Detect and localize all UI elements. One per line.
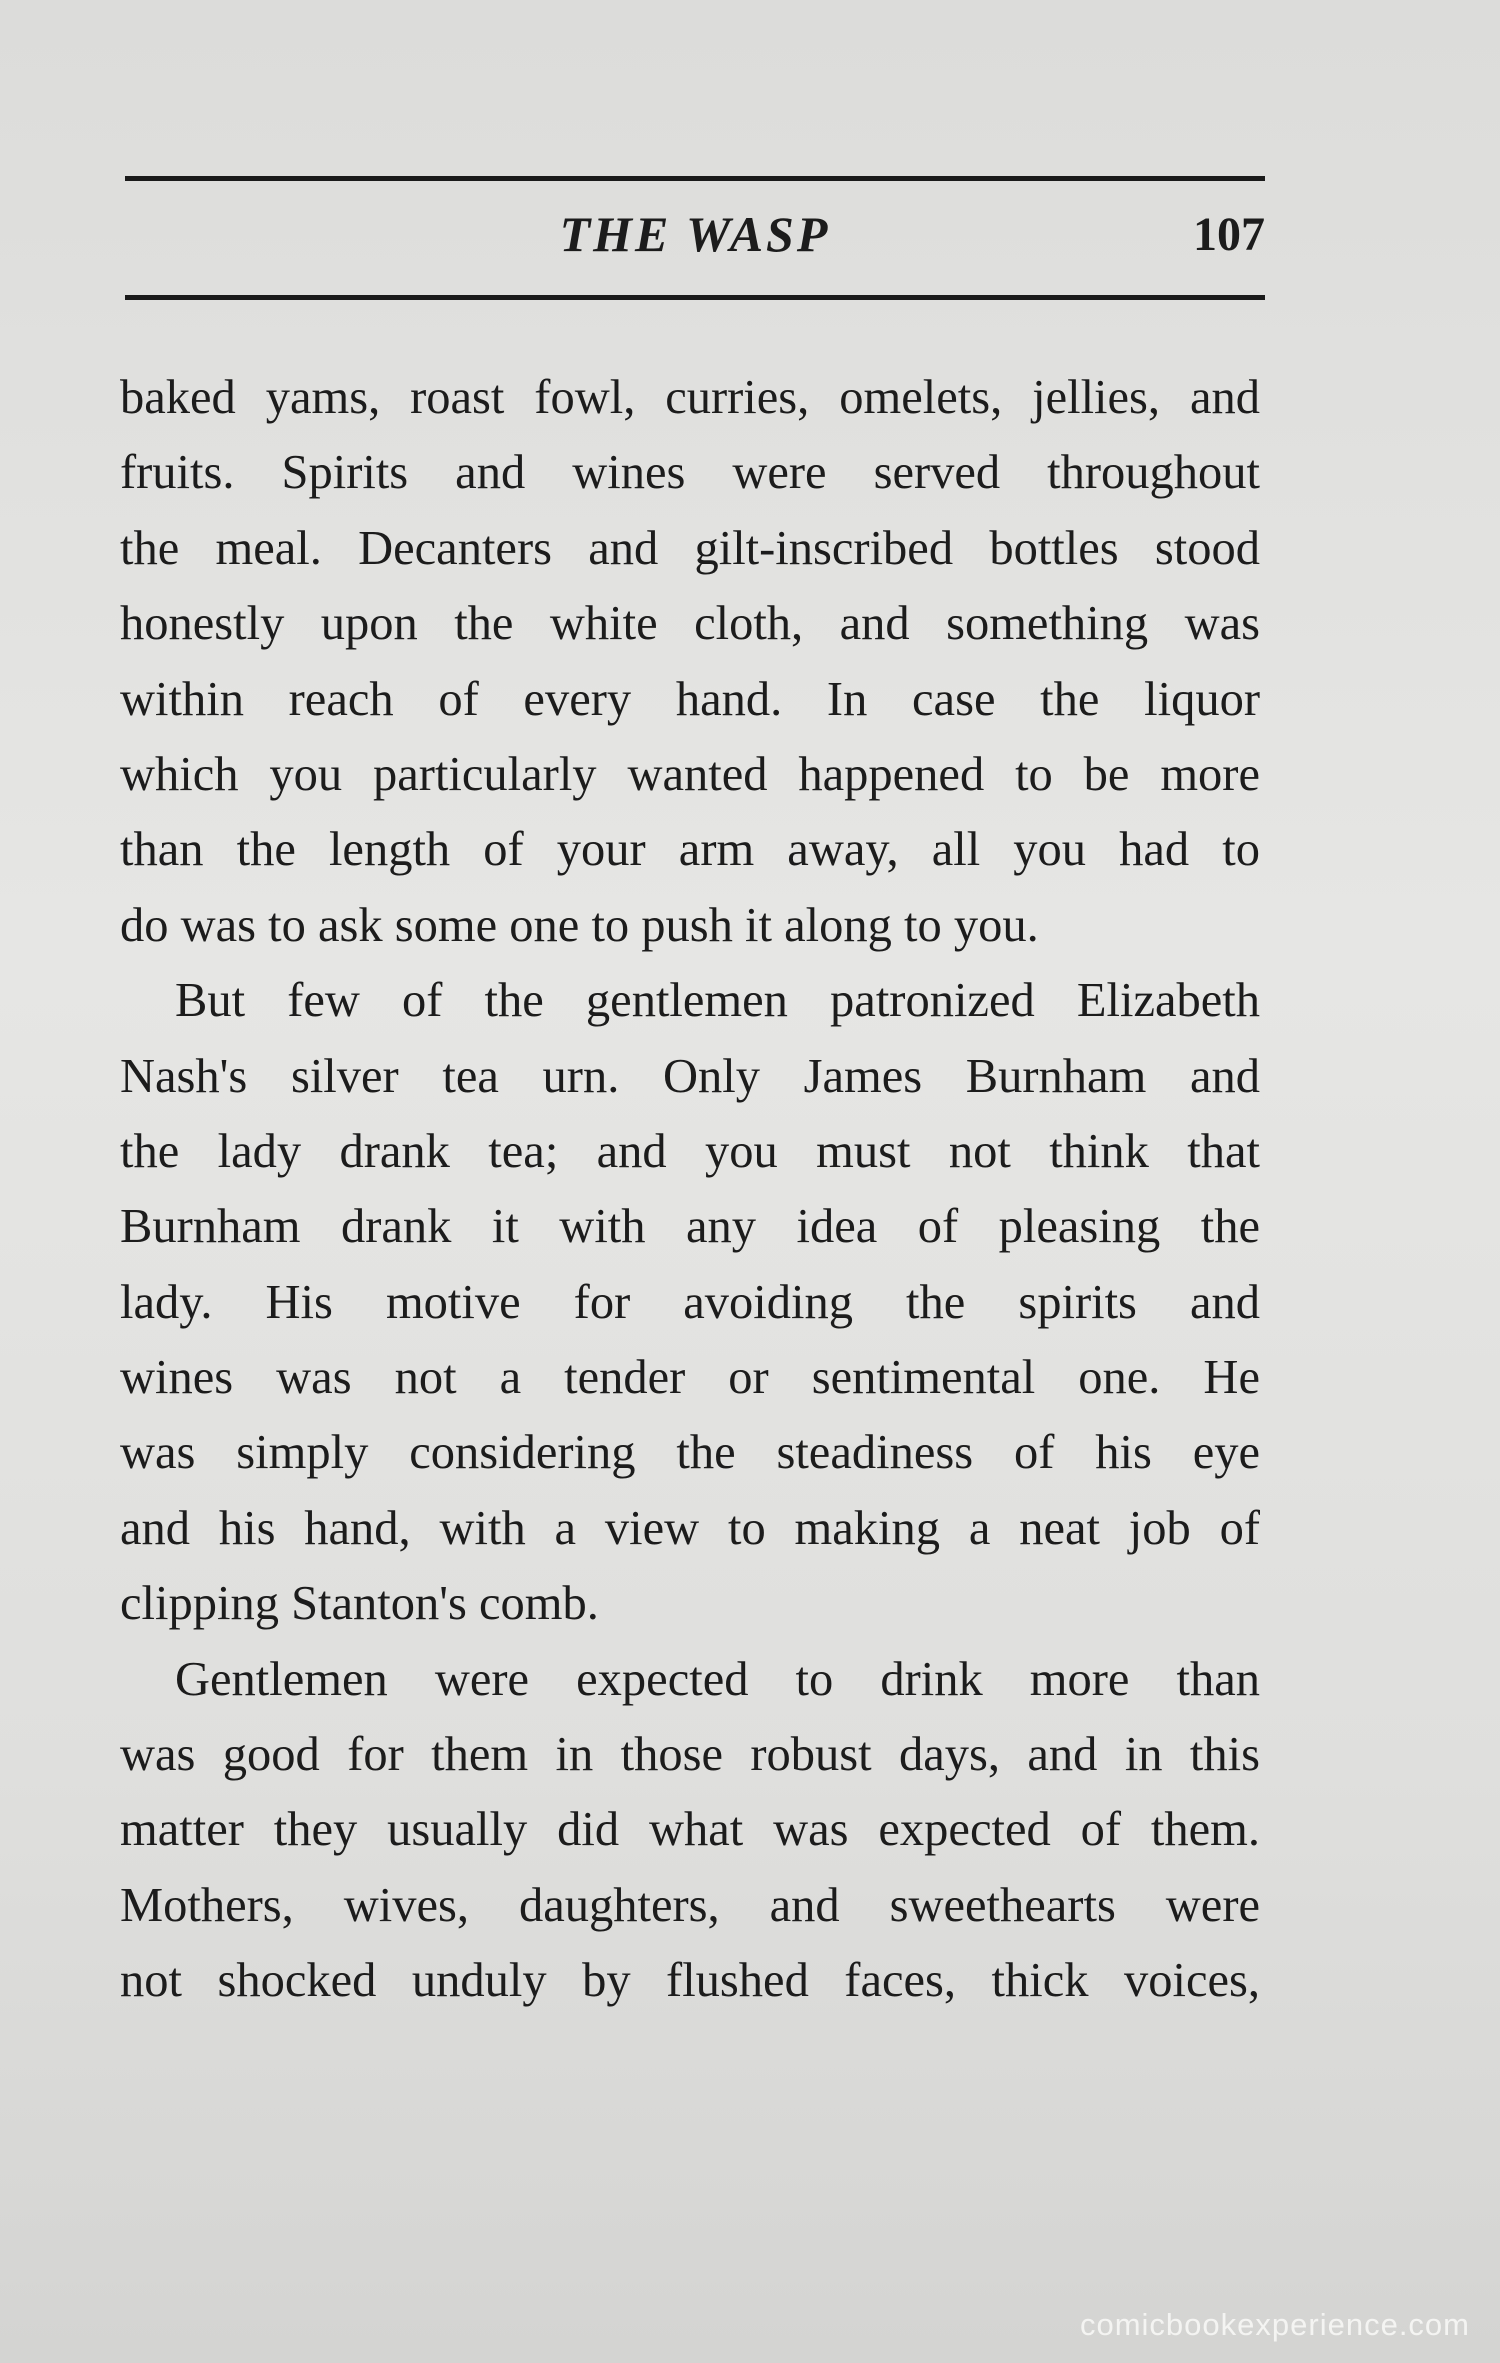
header-rule-bottom [125, 295, 1265, 300]
text-line: fruits. Spirits and wines were served throughout [120, 446, 1260, 500]
running-head-title: THE WASP [559, 206, 831, 262]
page-number: 107 [1193, 208, 1265, 261]
header-rule-top [125, 176, 1265, 181]
text-line: do was to ask some one to push it along to you. [120, 898, 1039, 952]
text-line: wines was not a tender or sentimental one. He [120, 1351, 1260, 1405]
body-text [120, 360, 1260, 2019]
text-line: was good for them in those robust days, and in this [120, 1728, 1260, 1782]
text-line: But few of the gentlemen patronized Elizabeth [175, 974, 1260, 1028]
text-line: Mothers, wives, daughters, and sweethearts were [120, 1878, 1260, 1932]
text-line: baked yams, roast fowl, curries, omelets, jellies, and [120, 371, 1260, 424]
text-line: than the length of your arm away, all you had to [120, 823, 1260, 877]
text-line: Gentlemen were expected to drink more than [175, 1652, 1260, 1706]
watermark: comicbookexperience.com [1079, 2307, 1470, 2342]
text-line: and his hand, with a view to making a neat job of [120, 1501, 1260, 1555]
text-line: lady. His motive for avoiding the spirits and [120, 1275, 1260, 1329]
text-line: the meal. Decanters and gilt-inscribed bottles stood [120, 521, 1260, 575]
text-line: within reach of every hand. In case the liquor [120, 672, 1260, 726]
text-line: not shocked unduly by flushed faces, thick voices, [120, 1954, 1260, 2008]
text-line: which you particularly wanted happened to be more [120, 747, 1260, 801]
text-line: Nash's silver tea urn. Only James Burnham and [120, 1049, 1260, 1103]
text-line: the lady drank tea; and you must not think that [120, 1124, 1260, 1178]
text-line: matter they usually did what was expected of them. [120, 1803, 1260, 1857]
text-line: honestly upon the white cloth, and something was [120, 597, 1260, 651]
text-line: was simply considering the steadiness of his eye [120, 1426, 1260, 1480]
text-line: Burnham drank it with any idea of pleasing the [120, 1200, 1260, 1254]
text-line: clipping Stanton's comb. [120, 1577, 599, 1631]
